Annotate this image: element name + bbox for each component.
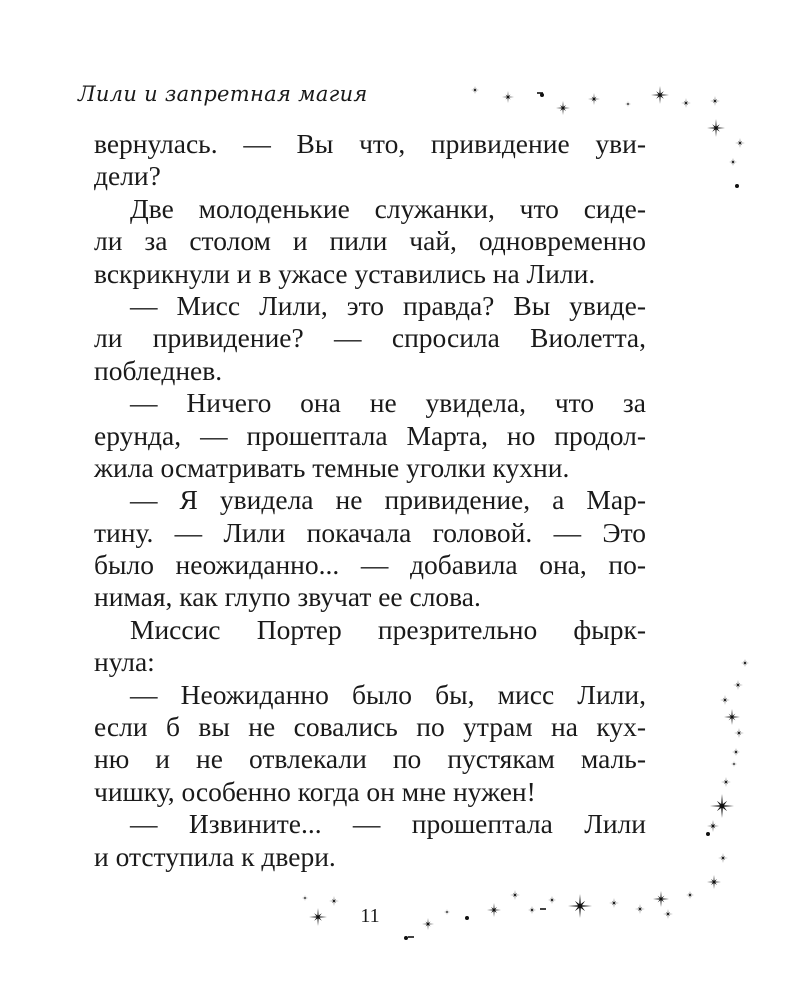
text-line: — Ничего она не увидела, что за bbox=[130, 387, 646, 419]
star-icon bbox=[707, 119, 725, 137]
star-icon bbox=[302, 895, 308, 901]
star-icon bbox=[732, 748, 740, 756]
text-line: тину. — Лили покачала головой. — Это bbox=[94, 516, 646, 548]
text-line: дели? bbox=[94, 160, 161, 192]
text-line: нимая, как глупо звучат ее слова. bbox=[94, 581, 481, 613]
page-number-label: 11 bbox=[360, 905, 380, 927]
star-icon bbox=[729, 158, 737, 166]
text-line: ерунда, — прошептала Марта, но продол- bbox=[94, 419, 646, 451]
text-line: вскрикнули и в ужасе уставились на Лили. bbox=[94, 257, 596, 289]
text-line: жила осматривать темные уголки кухни. bbox=[94, 451, 570, 483]
star-icon bbox=[588, 93, 600, 105]
star-icon bbox=[710, 794, 734, 818]
star-icon bbox=[731, 761, 737, 767]
text-line: Миссис Портер презрительно фырк- bbox=[130, 613, 646, 645]
star-icon bbox=[720, 695, 730, 705]
text-line: — Я увидела не привидение, а Мар- bbox=[130, 484, 646, 516]
star-icon bbox=[724, 709, 740, 725]
star-icon bbox=[733, 680, 743, 690]
star-icon bbox=[718, 853, 728, 863]
star-icon bbox=[548, 896, 556, 904]
star-icon bbox=[734, 728, 744, 738]
text-line: — Извините... — прошептала Лили bbox=[130, 808, 646, 840]
dot-mark bbox=[404, 936, 408, 940]
star-icon bbox=[741, 659, 749, 667]
text-line: — Мисс Лили, это правда? Вы увиде- bbox=[130, 289, 646, 321]
text-line: чишку, особенно когда он мне нужен! bbox=[94, 775, 536, 807]
star-icon bbox=[651, 86, 669, 104]
text-line: — Неожиданно было бы, мисс Лили, bbox=[130, 678, 646, 710]
text-line: и отступила к двери. bbox=[94, 840, 336, 872]
dot-mark bbox=[540, 93, 544, 97]
running-head-title: Лили и запретная магия bbox=[78, 82, 368, 106]
text-line: было неожиданно... — добавила она, по- bbox=[94, 549, 646, 581]
text-line: нула: bbox=[94, 646, 155, 678]
text-line: если б вы не совались по утрам на кух- bbox=[94, 711, 646, 743]
star-icon bbox=[471, 86, 479, 94]
star-icon bbox=[556, 101, 570, 115]
star-icon bbox=[625, 101, 631, 107]
dot-mark bbox=[706, 832, 710, 836]
star-icon bbox=[681, 98, 691, 108]
dot-mark bbox=[735, 184, 739, 188]
text-line: побледнев. bbox=[94, 354, 223, 386]
star-icon bbox=[735, 138, 745, 148]
star-icon bbox=[510, 890, 520, 900]
star-icon bbox=[707, 875, 721, 889]
star-icon bbox=[686, 891, 694, 899]
text-line: Две молоденькие служанки, что сиде- bbox=[130, 192, 646, 224]
text-line: ли за столом и пили чай, одновременно bbox=[94, 225, 646, 257]
star-icon bbox=[721, 777, 731, 787]
body-text bbox=[94, 128, 646, 873]
page-number bbox=[0, 905, 800, 928]
text-line: вернулась. — Вы что, привидение уви- bbox=[94, 128, 646, 159]
text-line: ню и не отвлекали по пустякам маль- bbox=[94, 743, 646, 775]
star-icon bbox=[707, 820, 719, 832]
star-icon bbox=[710, 96, 720, 106]
text-line: ли привидение? — спросила Виолетта, bbox=[94, 322, 646, 354]
star-icon bbox=[502, 91, 514, 103]
